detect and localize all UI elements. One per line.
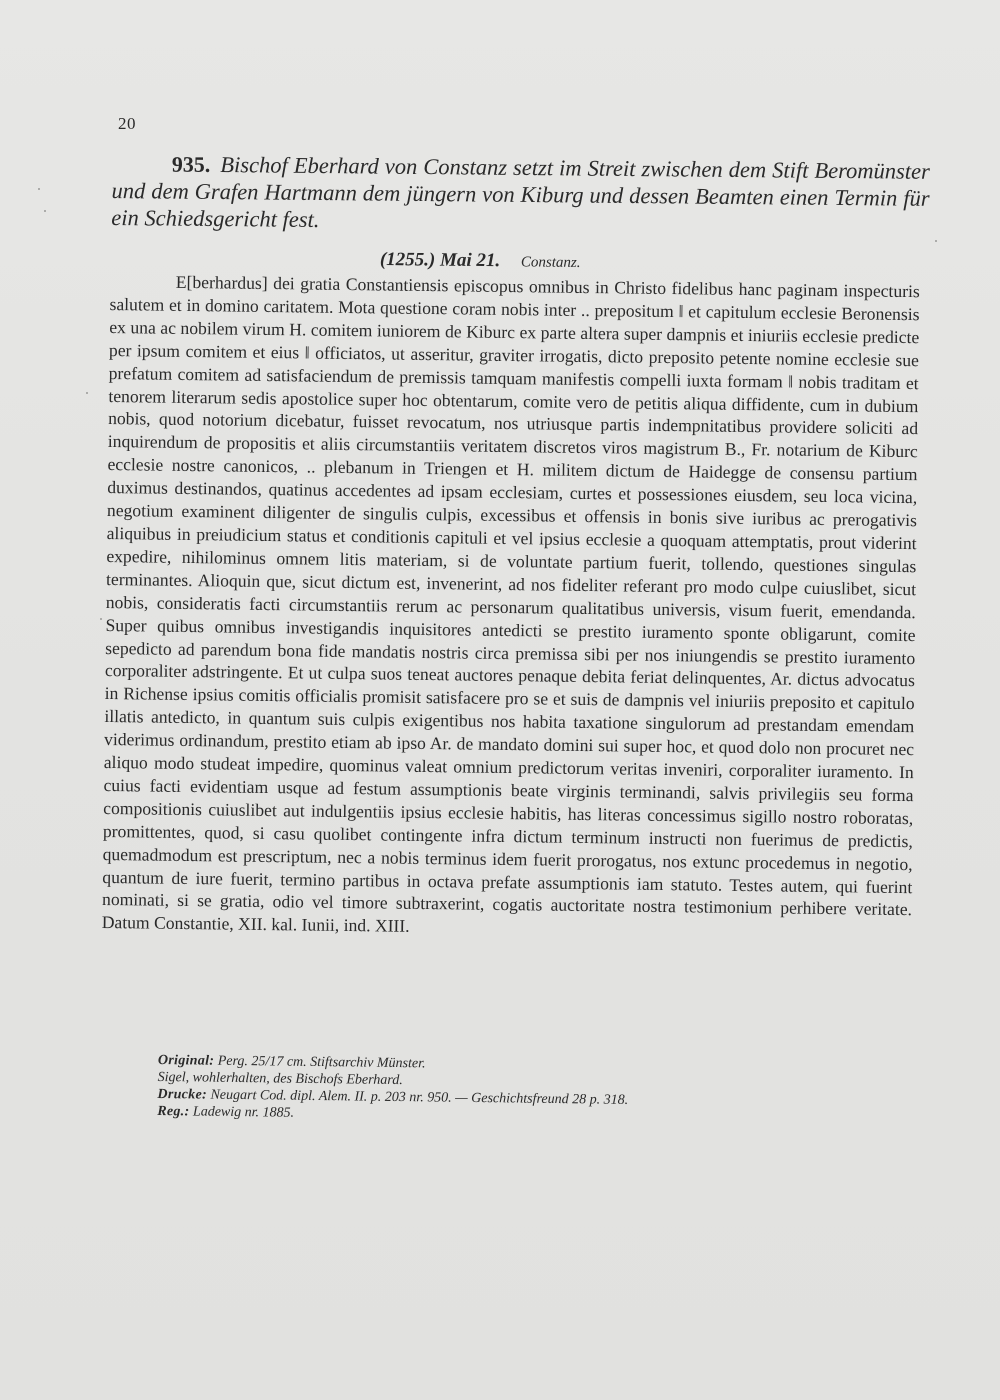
note-text: Sigel, wohlerhalten, des Bischofs Eberhard.: [157, 1069, 403, 1089]
note-text: Ladewig nr. 1885.: [192, 1104, 295, 1121]
note-label: Drucke:: [157, 1086, 208, 1103]
note-text: Neugart Cod. dipl. Alem. II. p. 203 nr. 950. — Geschichtsfreund 28 p. 318.: [210, 1087, 629, 1108]
dateline: [380, 249, 581, 273]
scan-speck: [100, 618, 102, 620]
note-label: Original:: [157, 1052, 215, 1069]
document-place: Constanz.: [520, 254, 581, 271]
charter-text: E[berhardus] dei gratia Constantiensis episcopus omnibus in Christo fidelibus hanc paginam inspecturis salutem et in domino caritatem. Mota questione coram nobis inter .. prepositum ‖ et capitulum ecclesie Beronensis ex una ac nobilem virum H. comitem iuniorem de Kiburc ex parte altera super dampnis et iniuriis ecclesie predicte per ipsum comitem et eius ‖ officiatos, ut asseritur, graviter irrogatis, dicto preposito petente nomine ecclesie sue prefatum comitem ad satisfaciendum de premissis tamquam manifestis compelli iuxta formam ‖ nobis traditam et tenorem literarum sedis apostolice super hoc obtentarum, comite vero de petitis aliqua diffidente, cum in dubium nobis, quod notorium dicebatur, fuisset revocatum, nos utriusque partis indempnitatibus providere soliciti ad inquirendum de propositis et aliis circumstantiis veritatem discretos viros magistrum B., Fr. notarium de Kiburc ecclesie nostre canonicos, .. plebanum in Triengen et H. militem dictum de Haidegge de consensu partium duximus destinandos, quatinus accedentes ad ipsam ecclesiam, curtes et possessiones eiusdem, seu loca vicina, negotium examinent diligenter de singulis culpis, excessibus et offensis in bonis sive iuribus ac prerogativis aliquibus in preiudicium status et conditionis capituli et vel ipsius ecclesie a quoquam attemptatis, prout viderint expedire, nihilominus omnem litis materiam, si de voluntate partium fuerit, tollendo, questiones singulas terminantes. Alioquin que, sicut dictum est, invenerint, ad nos fideliter referant pro modo culpe cuiuslibet, sicut nobis, consideratis facti circumstantiis rerum ac personarum qualitatibus universis, visum fuerit, emendanda. Super quibus omnibus investigandis inquisitores antedicti se prestito iuramento sponte obligarunt, comite sepedicto ad parendum bona fide mandatis nostris circa premissa sibi per nos iniungendis se prestito iuramento corporaliter adstringente. Et ut culpa suos teneat auctores penaque debita feriat delinquentes, Ar. dictus advocatus in Richense ipsius comitis officialis promisit satisfacere pro se et suis de dampnis vel iniuriis preposito et capitulo illatis antedicto, in quantum suis culpis exigentibus nos habita taxatione singulorum ad prestandam emendam viderimus ordinandum, prestito etiam ab ipso Ar. de mandato domini sui super hoc, et quod dolo non procuret nec aliquo modo studeat impedire, quominus valeat omnium predictorum veritas inveniri, corporaliter iuramento. In cuius facti evidentiam usque ad festum assumptionis beate virginis terminandi, salvis privilegiis seu forma compositionis cuiuslibet aut indulgentiis ipsius ecclesie habitis, has literas concessimus sigillo nostro roboratas, promittentes, quod, si casu quolibet contingente infra dictum terminum instructi non fuerimus de predictis, quemadmodum est prescriptum, nec a nobis terminus idem fuerit prorogatus, nos extunc procedemus in negotio, quantum de iure fuerit, termino partibus in octava prefate assumptionis iam statuto. Testes autem, qui fuerint nominati, si se gratia, odio vel timore subtraxerint, cogatis auctoritate nostra testimonium perhibere veritate. Datum Constantie, XII. kal. Iunii, ind. XIII.: [101, 271, 920, 937]
document-heading: [111, 150, 930, 239]
document-title: Bischof Eberhard von Constanz setzt im Streit zwischen dem Stift Beromünster und dem Grafen Hartmann dem jüngern von Kiburg und dessen Beamten einen Termin für ein Schiedsgericht fest.: [111, 152, 930, 232]
scan-speck: [38, 188, 40, 190]
page-number: 20: [118, 114, 136, 133]
document-date: (1255.) Mai 21.: [379, 249, 501, 272]
note-text: Perg. 25/17 cm. Stiftsarchiv Münster.: [217, 1053, 426, 1072]
note-label: Reg.:: [157, 1103, 190, 1120]
source-notes: [157, 1052, 858, 1129]
scan-speck: [935, 240, 937, 242]
scan-speck: [44, 210, 46, 212]
document-number: 935.: [171, 151, 211, 177]
scan-speck: [86, 392, 88, 394]
